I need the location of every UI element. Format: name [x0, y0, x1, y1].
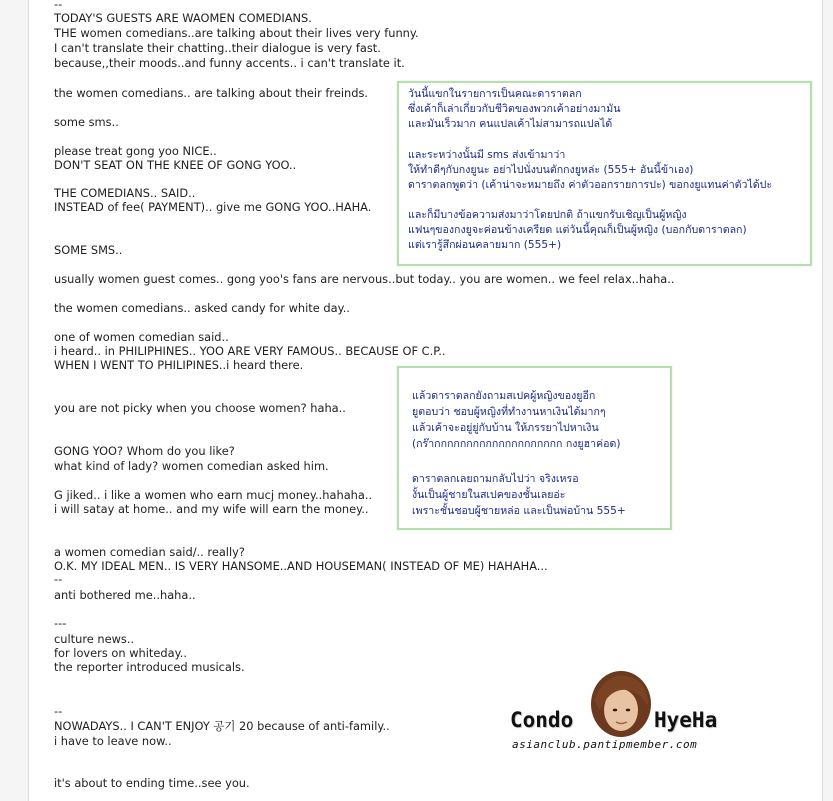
text-line: i will satay at home.. and my wife will earn the money.. — [54, 502, 369, 516]
text-line: -- — [54, 572, 63, 586]
translation-line: แล้วดาราตลกยังถามสเปคผู้หญิงของยูอีก — [412, 390, 596, 402]
translation-line: ให้ทำดีๆกับกงยูนะ อย่าไปนั่งบนตักกงยูหล่ะ (555+ อันนี้ข้าเอง) — [408, 164, 694, 176]
right-frame — [822, 0, 833, 801]
text-line: one of women comedian said.. — [54, 330, 229, 344]
translation-line: และก็มีบางข้อความส่งมาว่าโดยปกติ ถ้าแขกรับเชิญเป็นผู้หญิง — [408, 209, 687, 221]
translation-line: ดาราตลกเลยถามกลับไปว่า จริงเหรอ — [412, 473, 579, 485]
translation-line: เพราะชั้นชอบผู้ชายหล่อ และเป็นพ่อบ้าน 555+ — [412, 505, 626, 517]
translation-line: ยูตอบว่า ชอบผู้หญิงที่ทำงานหาเงินได้มากๆ — [412, 406, 606, 418]
translation-line: และระหว่างนั้นมี sms ส่งเข้ามาว่า — [408, 149, 566, 161]
translation-line: และมันเร็วมาก คนแปลเค้าไม่สามารถแปลได้ — [408, 118, 613, 130]
text-line: I can't translate their chatting..their dialogue is very fast. — [54, 41, 381, 55]
watermark-name-left: Condo — [510, 708, 574, 732]
watermark-name-right: HyeHa — [654, 708, 718, 732]
text-line: GONG YOO? Whom do you like? — [54, 444, 235, 458]
text-line: the women comedians.. are talking about their freinds. — [54, 86, 369, 100]
text-line: i heard.. in PHILIPHINES.. YOO ARE VERY FAMOUS.. BECAUSE OF C.P.. — [54, 344, 446, 358]
text-line: -- — [54, 0, 63, 11]
text-line: SOME SMS.. — [54, 243, 123, 257]
translation-line: ดาราตลกพูดว่า (เค้าน่าจะหมายถึง ค่าตัวออกรายการปะ) ขอกงยูแทนค่าตัวได้ปะ — [408, 179, 773, 191]
translation-line: ซึ่งเค้าก็เล่าเกี่ยวกับชีวิตของพวกเค้าอย่างมามัน — [408, 103, 621, 115]
text-line: because,,their moods..and funny accents.. i can't translate it. — [54, 56, 405, 70]
translation-line: วันนี้แขกในรายการเป็นคณะดาราตลก — [408, 88, 582, 100]
text-line: THE COMEDIANS.. SAID.. — [54, 186, 196, 200]
text-line: i have to leave now.. — [54, 734, 172, 748]
text-line: anti bothered me..haha.. — [54, 588, 196, 602]
text-line: usually women guest comes.. gong yoo's fans are nervous..but today.. you are women.. we feel relax..haha.. — [54, 272, 675, 286]
text-line: the reporter introduced musicals. — [54, 660, 245, 674]
translation-line: แฟนๆของกงยูจะค่อนข้างเครียด แต่วันนี้คุณก็เป็นผู้หญิง (บอกกับดาราตลก) — [408, 224, 747, 236]
text-line: some sms.. — [54, 115, 119, 129]
translation-line: (กร๊ากกกกกกกกกกกกกกกกกกกก กงยูฮาค่อด) — [412, 438, 621, 450]
text-line: please treat gong yoo NICE.. — [54, 144, 217, 158]
text-line: what kind of lady? women comedian asked him. — [54, 459, 329, 473]
text-line: for lovers on whiteday.. — [54, 646, 187, 660]
text-line: a women comedian said/.. really? — [54, 545, 245, 559]
translation-box-1 — [397, 81, 812, 266]
watermark-logo — [506, 670, 738, 764]
text-line: it's about to ending time..see you. — [54, 776, 250, 790]
text-line: INSTEAD of fee( PAYMENT).. give me GONG YOO..HAHA. — [54, 200, 372, 214]
text-line: THE women comedians..are talking about their lives very funny. — [54, 26, 419, 40]
watermark-url: asianclub.pantipmember.com — [512, 738, 698, 751]
left-frame — [0, 0, 29, 801]
text-line: WHEN I WENT TO PHILIPINES..i heard there. — [54, 358, 304, 372]
text-line: you are not picky when you choose women? haha.. — [54, 401, 346, 415]
text-line: G jiked.. i like a women who earn mucj money..hahaha.. — [54, 488, 373, 502]
text-line: the women comedians.. asked candy for white day.. — [54, 301, 350, 315]
translation-line: แต่เรารู้สึกผ่อนคลายมาก (555+) — [408, 239, 562, 251]
translation-box-2 — [397, 366, 672, 530]
text-line: O.K. MY IDEAL MEN.. IS VERY HANSOME..AND HOUSEMAN( INSTEAD OF ME) HAHAHA... — [54, 559, 548, 573]
avatar-portrait-icon — [586, 670, 656, 740]
text-line: TODAY'S GUESTS ARE WAOMEN COMEDIANS. — [54, 11, 312, 25]
text-line: DON'T SEAT ON THE KNEE OF GONG YOO.. — [54, 158, 297, 172]
text-line: culture news.. — [54, 632, 135, 646]
translation-line: แล้วเค้าจะอยู่ยู่กับบ้าน ให้ภรรยาไปหาเงิน — [412, 422, 599, 434]
text-line: --- — [54, 616, 67, 630]
translation-line: งั้นเป็นผู้ชายในสเปคของชั้นเลยอ่ะ — [412, 489, 566, 501]
text-line: NOWADAYS.. I CAN'T ENJOY 공기 20 because of anti-family.. — [54, 719, 390, 733]
text-line: -- — [54, 704, 63, 718]
